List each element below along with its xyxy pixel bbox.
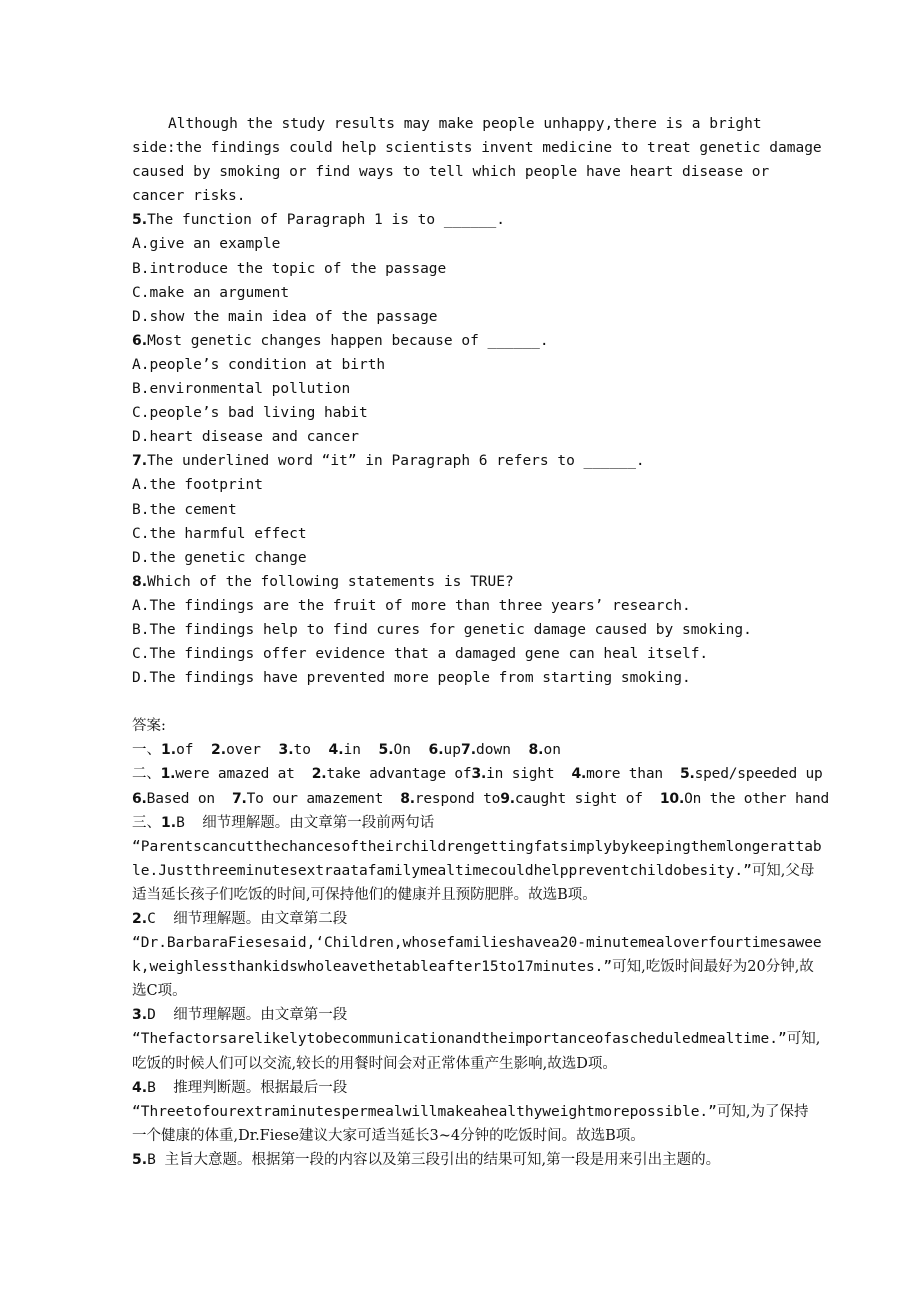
question-number: 6. bbox=[132, 332, 148, 349]
answer-explanation bbox=[132, 1100, 822, 1148]
answer-text: To our amazement bbox=[246, 790, 384, 807]
answer-text: On bbox=[393, 742, 411, 759]
answer-text: down bbox=[476, 742, 511, 759]
answer-explain: 可知,吃饭时间最好为20分钟,故选C项。 bbox=[132, 959, 814, 1000]
answer-text: take advantage of bbox=[326, 766, 472, 783]
answer-number: 8. bbox=[400, 790, 415, 807]
question-stem bbox=[132, 570, 822, 594]
answer-number: 2. bbox=[211, 742, 227, 759]
answer-section-1 bbox=[132, 738, 822, 762]
answers-heading: 答案: bbox=[132, 718, 166, 735]
question-stem bbox=[132, 449, 822, 473]
option: D.The findings have prevented more people from starting smoking. bbox=[132, 670, 691, 687]
answer-section-2-cont bbox=[132, 787, 830, 811]
option: B.introduce the topic of the passage bbox=[132, 260, 447, 277]
answer-number: 10. bbox=[659, 790, 685, 807]
answer-key: B bbox=[147, 1151, 156, 1168]
section-label: 一、 bbox=[132, 742, 161, 759]
answer-number: 6. bbox=[132, 790, 147, 807]
answer-number: 5. bbox=[679, 766, 695, 783]
question-stem bbox=[132, 208, 822, 232]
answer-text: On the other hand bbox=[684, 790, 830, 807]
section-label: 三、 bbox=[132, 814, 161, 831]
option: C.the harmful effect bbox=[132, 525, 307, 542]
spacer bbox=[132, 690, 822, 714]
answer-text: on bbox=[543, 742, 561, 759]
question-text: Most genetic changes happen because of ______. bbox=[147, 332, 549, 349]
document-body bbox=[132, 112, 830, 1172]
answer-number: 4. bbox=[571, 766, 587, 783]
answer-text: more than bbox=[586, 766, 663, 783]
answer-number: 1. bbox=[161, 814, 177, 831]
answer-text: caught sight of bbox=[514, 790, 643, 807]
answer-text: over bbox=[226, 742, 261, 759]
option: A.The findings are the fruit of more than three years’ research. bbox=[132, 597, 691, 614]
answer-number: 4. bbox=[132, 1079, 148, 1096]
answer-section-3-item-4 bbox=[132, 1076, 822, 1100]
answer-section-3-item-5 bbox=[132, 1148, 822, 1172]
answer-type: 主旨大意题。根据第一段的内容以及第三段引出的结果可知,第一段是用来引出主题的。 bbox=[164, 1151, 721, 1168]
answer-key: B bbox=[176, 814, 185, 831]
answer-number: 1. bbox=[160, 766, 176, 783]
option: A.give an example bbox=[132, 236, 281, 253]
answer-key: B bbox=[147, 1079, 156, 1096]
option: A.the footprint bbox=[132, 477, 263, 494]
answer-section-3-item-1 bbox=[132, 811, 822, 835]
answer-text: to bbox=[293, 742, 311, 759]
question-text: Which of the following statements is TRUE? bbox=[147, 573, 514, 590]
answer-number: 6. bbox=[428, 742, 444, 759]
answer-text: of bbox=[176, 742, 194, 759]
question-number: 7. bbox=[132, 453, 148, 470]
answer-number: 5. bbox=[132, 1151, 148, 1168]
option: B.The findings help to find cures for genetic damage caused by smoking. bbox=[132, 621, 752, 638]
answer-quote: “Dr.BarbaraFiesesaid,‘Children,whosefamilieshavea20-minutemealoverfourtimesaweek,weighlessthankidswholeavethetableafter15to17minutes.” bbox=[132, 935, 822, 976]
answer-text: were amazed at bbox=[175, 766, 295, 783]
answer-section-2 bbox=[132, 762, 822, 786]
option: A.people’s condition at birth bbox=[132, 356, 386, 373]
answer-quote: “Thefactorsarelikelytobecommunicationandtheimportanceofascheduledmealtime.” bbox=[132, 1031, 787, 1048]
question-number: 8. bbox=[132, 573, 148, 590]
answer-number: 1. bbox=[161, 742, 177, 759]
answer-text: in sight bbox=[486, 766, 555, 783]
answer-explain: 可知,父母适当延长孩子们吃饭的时间,可保持他们的健康并且预防肥胖。故选B项。 bbox=[132, 862, 815, 903]
option: C.people’s bad living habit bbox=[132, 405, 368, 422]
answer-quote: “Threetofourextraminutespermealwillmakeahealthyweightmorepossible.” bbox=[132, 1103, 717, 1120]
answer-text: sped/speeded up bbox=[694, 766, 823, 783]
question-text: The function of Paragraph 1 is to ______. bbox=[147, 212, 505, 229]
answer-number: 7. bbox=[231, 790, 247, 807]
option: D.heart disease and cancer bbox=[132, 429, 359, 446]
answer-number: 2. bbox=[132, 911, 148, 927]
answer-key: C bbox=[147, 911, 156, 927]
answer-text: in bbox=[343, 742, 361, 759]
answer-explain: 可知,吃饭的时候人们可以交流,较长的用餐时间会对正常体重产生影响,故选D项。 bbox=[132, 1031, 821, 1072]
answer-number: 7. bbox=[460, 742, 477, 759]
option: B.environmental pollution bbox=[132, 381, 351, 398]
answer-number: 8. bbox=[528, 742, 544, 759]
answer-explain: 可知,为了保持一个健康的体重,Dr.Fiese建议大家可适当延长3~4分钟的吃饭时间。故选B项。 bbox=[132, 1103, 809, 1144]
answer-type: 推理判断题。根据最后一段 bbox=[173, 1079, 348, 1096]
answer-type: 细节理解题。由文章第一段前两句话 bbox=[202, 814, 435, 831]
answer-text: respond to bbox=[414, 790, 501, 807]
answer-number: 4. bbox=[328, 742, 344, 759]
question-text: The underlined word “it” in Paragraph 6 refers to ______. bbox=[147, 453, 645, 470]
answer-quote: “Parentscancutthechancesoftheirchildrengettingfatsimplybykeepingthemlongerattable.Justthreeminutesextraatafamilymealtimecouldhelppreventchildobesity.” bbox=[132, 838, 822, 879]
question-number: 5. bbox=[132, 212, 148, 229]
option: D.the genetic change bbox=[132, 549, 307, 566]
answer-number: 3. bbox=[278, 742, 294, 759]
answer-number: 2. bbox=[311, 766, 327, 783]
answer-explanation bbox=[132, 835, 822, 907]
answer-section-3-item-3 bbox=[132, 1003, 822, 1027]
answer-explanation bbox=[132, 1027, 822, 1075]
question-stem bbox=[132, 329, 822, 353]
answer-text: up bbox=[443, 742, 461, 759]
answer-key: D bbox=[147, 1007, 156, 1024]
section-label: 二、 bbox=[132, 766, 161, 783]
answer-section-3-item-2 bbox=[132, 907, 822, 931]
option: C.The findings offer evidence that a damaged gene can heal itself. bbox=[132, 646, 709, 663]
answer-text: Based on bbox=[146, 790, 215, 807]
answer-number: 3. bbox=[132, 1007, 148, 1024]
answer-number: 9. bbox=[500, 790, 515, 807]
answer-explanation bbox=[132, 931, 822, 1003]
option: B.the cement bbox=[132, 501, 237, 518]
option: C.make an argument bbox=[132, 284, 290, 301]
answer-type: 细节理解题。由文章第二段 bbox=[173, 911, 348, 927]
answer-type: 细节理解题。由文章第一段 bbox=[173, 1007, 348, 1024]
passage-paragraph: Although the study results may make people unhappy,there is a bright side:the findings could help scientists invent medicine to treat genetic damage caused by smoking or find ways to tell which people have heart disease or cancer risks. bbox=[132, 116, 822, 205]
option: D.show the main idea of the passage bbox=[132, 308, 438, 325]
answer-number: 3. bbox=[471, 766, 487, 783]
answer-number: 5. bbox=[378, 742, 394, 759]
